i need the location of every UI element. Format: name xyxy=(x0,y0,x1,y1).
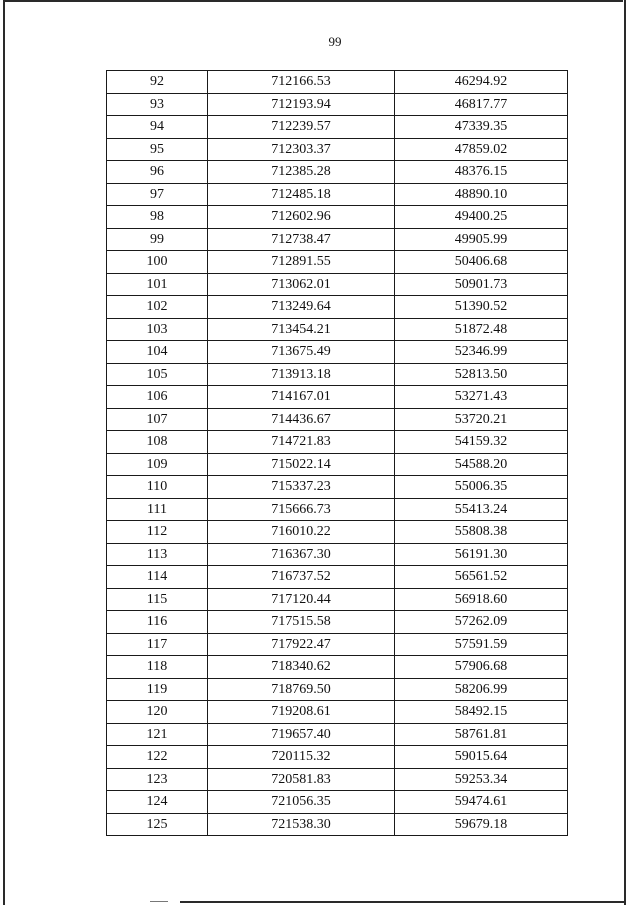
column-2-cell: 713675.49 xyxy=(208,341,395,364)
row-index-cell: 93 xyxy=(107,93,208,116)
column-2-cell: 720581.83 xyxy=(208,768,395,791)
column-3-cell: 58492.15 xyxy=(395,701,568,724)
table-row xyxy=(107,363,568,386)
row-index-cell: 102 xyxy=(107,296,208,319)
row-index-cell: 109 xyxy=(107,453,208,476)
row-index-cell: 113 xyxy=(107,543,208,566)
table-row xyxy=(107,768,568,791)
column-2-cell: 712166.53 xyxy=(208,71,395,94)
column-3-cell: 58206.99 xyxy=(395,678,568,701)
column-3-cell: 48890.10 xyxy=(395,183,568,206)
row-index-cell: 122 xyxy=(107,746,208,769)
table-row xyxy=(107,476,568,499)
row-index-cell: 121 xyxy=(107,723,208,746)
column-2-cell: 717515.58 xyxy=(208,611,395,634)
column-2-cell: 712485.18 xyxy=(208,183,395,206)
column-3-cell: 56561.52 xyxy=(395,566,568,589)
table-row xyxy=(107,318,568,341)
table-row xyxy=(107,543,568,566)
column-2-cell: 713913.18 xyxy=(208,363,395,386)
column-3-cell: 59253.34 xyxy=(395,768,568,791)
table-row xyxy=(107,273,568,296)
row-index-cell: 92 xyxy=(107,71,208,94)
column-3-cell: 46294.92 xyxy=(395,71,568,94)
table-row xyxy=(107,588,568,611)
table-row xyxy=(107,296,568,319)
column-3-cell: 54159.32 xyxy=(395,431,568,454)
column-3-cell: 50406.68 xyxy=(395,251,568,274)
table-row xyxy=(107,386,568,409)
row-index-cell: 114 xyxy=(107,566,208,589)
column-3-cell: 53271.43 xyxy=(395,386,568,409)
row-index-cell: 98 xyxy=(107,206,208,229)
row-index-cell: 96 xyxy=(107,161,208,184)
column-3-cell: 52813.50 xyxy=(395,363,568,386)
scan-mark xyxy=(150,901,168,902)
row-index-cell: 104 xyxy=(107,341,208,364)
page-number: 99 xyxy=(328,34,342,49)
row-index-cell: 107 xyxy=(107,408,208,431)
row-index-cell: 106 xyxy=(107,386,208,409)
column-3-cell: 59015.64 xyxy=(395,746,568,769)
row-index-cell: 124 xyxy=(107,791,208,814)
table-row xyxy=(107,701,568,724)
row-index-cell: 94 xyxy=(107,116,208,139)
table-row xyxy=(107,251,568,274)
column-3-cell: 57591.59 xyxy=(395,633,568,656)
column-2-cell: 721538.30 xyxy=(208,813,395,836)
page-border-left xyxy=(3,0,5,905)
table-row xyxy=(107,633,568,656)
row-index-cell: 95 xyxy=(107,138,208,161)
column-3-cell: 56191.30 xyxy=(395,543,568,566)
row-index-cell: 119 xyxy=(107,678,208,701)
row-index-cell: 108 xyxy=(107,431,208,454)
table-row xyxy=(107,566,568,589)
row-index-cell: 99 xyxy=(107,228,208,251)
column-2-cell: 713249.64 xyxy=(208,296,395,319)
column-2-cell: 716367.30 xyxy=(208,543,395,566)
column-2-cell: 719657.40 xyxy=(208,723,395,746)
column-2-cell: 712239.57 xyxy=(208,116,395,139)
column-3-cell: 49905.99 xyxy=(395,228,568,251)
table-row xyxy=(107,678,568,701)
row-index-cell: 105 xyxy=(107,363,208,386)
table-row xyxy=(107,611,568,634)
column-2-cell: 714436.67 xyxy=(208,408,395,431)
column-3-cell: 52346.99 xyxy=(395,341,568,364)
table-body xyxy=(107,71,568,836)
column-3-cell: 46817.77 xyxy=(395,93,568,116)
table-row xyxy=(107,656,568,679)
row-index-cell: 123 xyxy=(107,768,208,791)
row-index-cell: 110 xyxy=(107,476,208,499)
row-index-cell: 101 xyxy=(107,273,208,296)
table-row xyxy=(107,453,568,476)
page-border-right xyxy=(624,0,626,905)
column-3-cell: 59474.61 xyxy=(395,791,568,814)
column-3-cell: 51872.48 xyxy=(395,318,568,341)
column-2-cell: 718340.62 xyxy=(208,656,395,679)
table-row xyxy=(107,161,568,184)
table-row xyxy=(107,138,568,161)
row-index-cell: 100 xyxy=(107,251,208,274)
row-index-cell: 118 xyxy=(107,656,208,679)
column-3-cell: 47859.02 xyxy=(395,138,568,161)
table-row xyxy=(107,71,568,94)
column-2-cell: 712738.47 xyxy=(208,228,395,251)
row-index-cell: 97 xyxy=(107,183,208,206)
column-2-cell: 713454.21 xyxy=(208,318,395,341)
column-2-cell: 721056.35 xyxy=(208,791,395,814)
row-index-cell: 115 xyxy=(107,588,208,611)
table-row xyxy=(107,408,568,431)
column-3-cell: 47339.35 xyxy=(395,116,568,139)
column-3-cell: 57262.09 xyxy=(395,611,568,634)
column-3-cell: 54588.20 xyxy=(395,453,568,476)
column-2-cell: 712303.37 xyxy=(208,138,395,161)
column-2-cell: 717120.44 xyxy=(208,588,395,611)
table-row xyxy=(107,746,568,769)
data-table xyxy=(106,70,568,836)
column-2-cell: 714167.01 xyxy=(208,386,395,409)
column-3-cell: 49400.25 xyxy=(395,206,568,229)
table-row xyxy=(107,183,568,206)
column-2-cell: 716737.52 xyxy=(208,566,395,589)
column-2-cell: 714721.83 xyxy=(208,431,395,454)
table-row xyxy=(107,431,568,454)
column-2-cell: 712385.28 xyxy=(208,161,395,184)
page-border-bottom xyxy=(180,901,624,903)
column-3-cell: 55808.38 xyxy=(395,521,568,544)
table-row xyxy=(107,813,568,836)
column-2-cell: 720115.32 xyxy=(208,746,395,769)
column-2-cell: 719208.61 xyxy=(208,701,395,724)
column-2-cell: 713062.01 xyxy=(208,273,395,296)
column-3-cell: 59679.18 xyxy=(395,813,568,836)
column-3-cell: 55413.24 xyxy=(395,498,568,521)
column-3-cell: 50901.73 xyxy=(395,273,568,296)
column-2-cell: 717922.47 xyxy=(208,633,395,656)
row-index-cell: 103 xyxy=(107,318,208,341)
table-row xyxy=(107,791,568,814)
column-3-cell: 51390.52 xyxy=(395,296,568,319)
column-3-cell: 55006.35 xyxy=(395,476,568,499)
row-index-cell: 117 xyxy=(107,633,208,656)
column-3-cell: 58761.81 xyxy=(395,723,568,746)
column-3-cell: 57906.68 xyxy=(395,656,568,679)
table-row xyxy=(107,228,568,251)
table-row xyxy=(107,116,568,139)
row-index-cell: 120 xyxy=(107,701,208,724)
row-index-cell: 125 xyxy=(107,813,208,836)
table-row xyxy=(107,341,568,364)
column-2-cell: 718769.50 xyxy=(208,678,395,701)
column-2-cell: 712602.96 xyxy=(208,206,395,229)
table-row xyxy=(107,723,568,746)
column-2-cell: 712891.55 xyxy=(208,251,395,274)
row-index-cell: 116 xyxy=(107,611,208,634)
page-border-top xyxy=(3,0,623,2)
column-3-cell: 48376.15 xyxy=(395,161,568,184)
table-row xyxy=(107,498,568,521)
table-row xyxy=(107,206,568,229)
table-row xyxy=(107,93,568,116)
column-2-cell: 712193.94 xyxy=(208,93,395,116)
column-2-cell: 715666.73 xyxy=(208,498,395,521)
row-index-cell: 111 xyxy=(107,498,208,521)
column-3-cell: 53720.21 xyxy=(395,408,568,431)
table-row xyxy=(107,521,568,544)
row-index-cell: 112 xyxy=(107,521,208,544)
column-2-cell: 715022.14 xyxy=(208,453,395,476)
column-2-cell: 716010.22 xyxy=(208,521,395,544)
column-3-cell: 56918.60 xyxy=(395,588,568,611)
column-2-cell: 715337.23 xyxy=(208,476,395,499)
